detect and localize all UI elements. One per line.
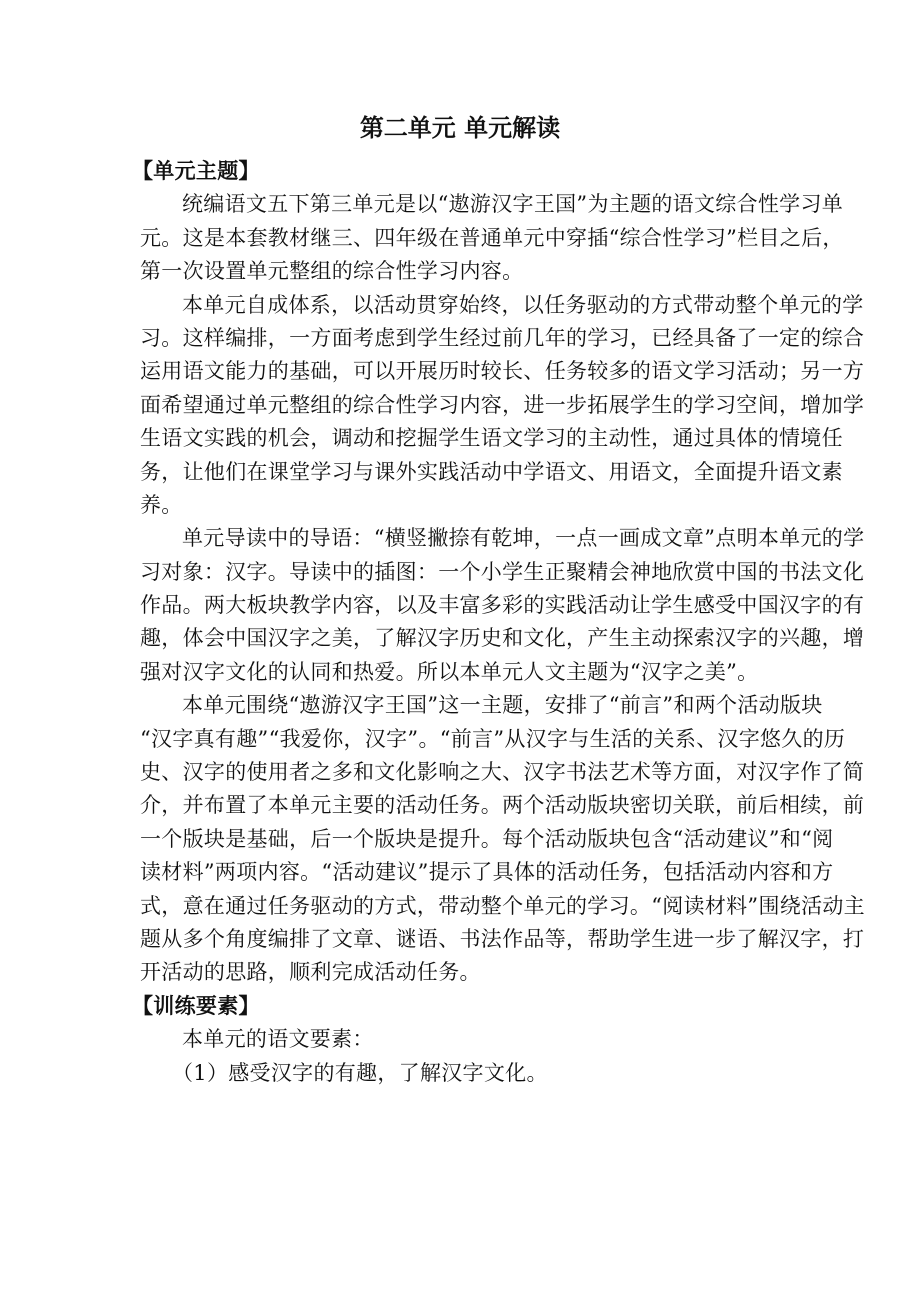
section-heading: 【单元主题】 bbox=[132, 159, 260, 183]
paragraph-line: 单元导读中的导语：“横竖撇捺有乾坤，一点一画成文章”点明本单元的学 bbox=[182, 526, 865, 551]
paragraph-line: 统编语文五下第三单元是以“遨游汉字王国”为主题的语文综合性学习单 bbox=[182, 192, 844, 217]
section-intro: 本单元的语文要素： bbox=[182, 1027, 374, 1052]
paragraph-line: 运用语文能力的基础，可以开展历时较长、任务较多的语文学习活动；另一方 bbox=[140, 359, 865, 384]
paragraph-line: 作品。两大板块教学内容，以及丰富多彩的实践活动让学生感受中国汉字的有 bbox=[140, 593, 865, 618]
section-heading: 【训练要素】 bbox=[132, 993, 260, 1018]
paragraph-line: 史、汉字的使用者之多和文化影响之大、汉字书法艺术等方面，对汉字作了简 bbox=[140, 760, 865, 785]
paragraph-line: 习。这样编排，一方面考虑到学生经过前几年的学习，已经具备了一定的综合 bbox=[140, 325, 865, 350]
page-title: 第二单元 单元解读 bbox=[359, 114, 561, 142]
list-item: （1）感受汉字的有趣，了解汉字文化。 bbox=[172, 1060, 548, 1085]
paragraph-line: 本单元围绕“遨游汉字王国”这一主题，安排了“前言”和两个活动版块 bbox=[182, 693, 823, 718]
paragraph-line: 生语文实践的机会，调动和挖掘学生语文学习的主动性，通过具体的情境任 bbox=[140, 426, 843, 451]
paragraph-line: 元。这是本套教材继三、四年级在普通单元中穿插“综合性学习”栏目之后， bbox=[140, 225, 844, 250]
paragraph-line: 式，意在通过任务驱动的方式，带动整个单元的学习。“阅读材料”围绕活动主 bbox=[140, 893, 865, 918]
paragraph-line: 务，让他们在课堂学习与课外实践活动中学语文、用语文，全面提升语文素 bbox=[140, 459, 843, 484]
paragraph-line: 强对汉字文化的认同和热爱。所以本单元人文主题为“汉字之美”。 bbox=[140, 659, 759, 684]
paragraph-line: 趣，体会中国汉字之美，了解汉字历史和文化，产生主动探索汉字的兴趣，增 bbox=[140, 626, 865, 651]
paragraph-line: 习对象：汉字。导读中的插图：一个小学生正聚精会神地欣赏中国的书法文化 bbox=[140, 559, 865, 584]
paragraph-line: 养。 bbox=[140, 492, 183, 517]
paragraph-line: 读材料”两项内容。“活动建议”提示了具体的活动任务，包括活动内容和方 bbox=[140, 860, 834, 885]
paragraph-line: 本单元自成体系，以活动贯穿始终，以任务驱动的方式带动整个单元的学 bbox=[182, 292, 864, 317]
paragraph-line: 介，并布置了本单元主要的活动任务。两个活动版块密切关联，前后相续，前 bbox=[140, 793, 865, 818]
paragraph-line: 开活动的思路，顺利完成活动任务。 bbox=[140, 960, 481, 985]
paragraph-line: 面希望通过单元整组的综合性学习内容，进一步拓展学生的学习空间，增加学 bbox=[140, 392, 865, 417]
paragraph-line: 题从多个角度编排了文章、谜语、书法作品等，帮助学生进一步了解汉字，打 bbox=[140, 926, 865, 951]
paragraph-line: 一个版块是基础，后一个版块是提升。每个活动版块包含“活动建议”和“阅 bbox=[140, 826, 834, 851]
document-body bbox=[132, 155, 865, 1090]
paragraph-line: 第一次设置单元整组的综合性学习内容。 bbox=[140, 259, 524, 284]
paragraph-line: “汉字真有趣”“我爱你，汉字”。“前言”从汉字与生活的关系、汉字悠久的历 bbox=[140, 726, 846, 751]
